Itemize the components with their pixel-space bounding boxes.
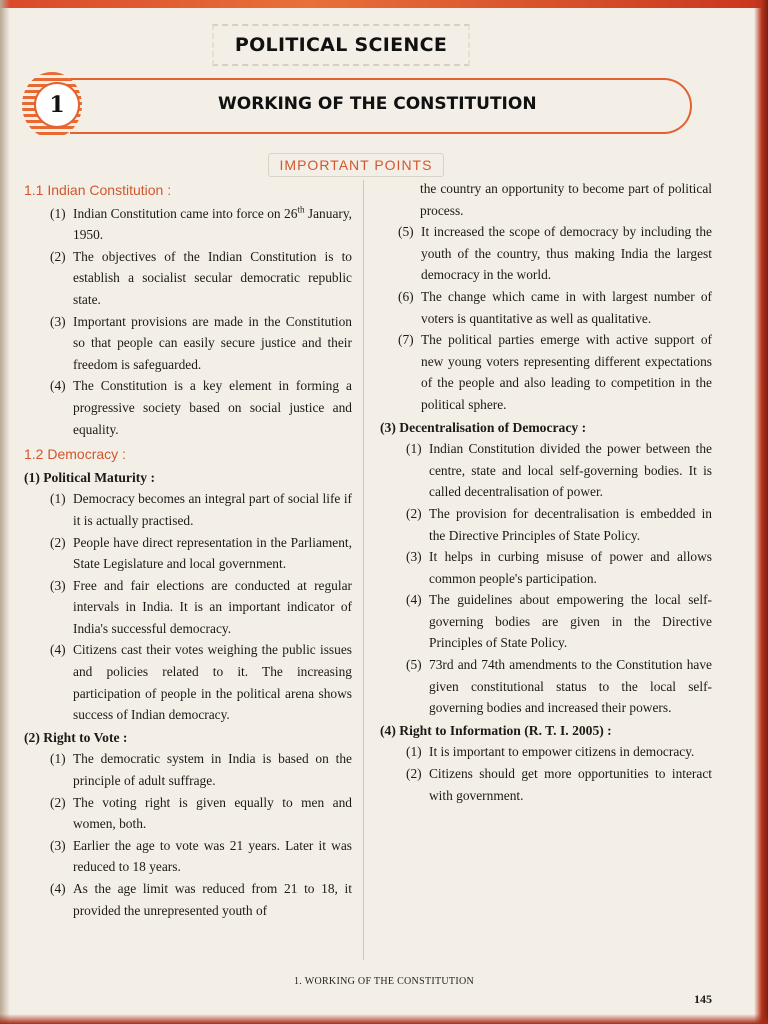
item-number: (5) (398, 224, 414, 240)
page-right-edge (754, 0, 768, 1024)
list-item (24, 311, 352, 376)
section-heading-democracy: 1.2 Democracy : (24, 446, 126, 463)
item-text: The provision for decentralisation is embedded in the Directive Principles of State Policy. (429, 505, 712, 543)
list-item (380, 221, 712, 286)
list-item (380, 438, 712, 503)
list-item (380, 503, 712, 546)
chapter-number-badge (34, 82, 80, 128)
item-text: Free and fair elections are conducted at regular intervals in India. It is an important indicator of India's successful democracy. (73, 577, 352, 636)
list-item (24, 375, 352, 440)
page-left-shadow (0, 0, 10, 1024)
item-number: (1) (406, 441, 422, 457)
list-item (380, 654, 712, 719)
item-number: (1) (50, 491, 66, 507)
right-column (380, 178, 712, 806)
list-item (24, 532, 352, 575)
left-column (24, 178, 352, 921)
item-number: (4) (406, 592, 422, 608)
page-bottom-edge (0, 1014, 768, 1024)
subject-header (212, 24, 470, 66)
item-number: (3) (406, 549, 422, 565)
item-text: The guidelines about empowering the local self-governing bodies are given in the Directive Principles of State Policy. (429, 592, 712, 651)
subheading-right-to-vote: (2) Right to Vote : (24, 729, 128, 745)
list-item (380, 329, 712, 415)
item-number: (3) (50, 837, 66, 853)
item-number: (3) (50, 577, 66, 593)
list-item (24, 792, 352, 835)
item-text: The voting right is given equally to men and women, both. (73, 794, 352, 832)
list-item (380, 763, 712, 806)
subheading-political-maturity: (1) Political Maturity : (24, 469, 155, 485)
subheading-right-to-information: (4) Right to Information (R. T. I. 2005) : (380, 722, 612, 738)
item-text: The political parties emerge with active support of new young voters representing different expectations of the people and also leading to competition in the political sphere. (421, 332, 712, 412)
item-number: (2) (50, 794, 66, 810)
item-number: (2) (50, 248, 66, 264)
item-number: (3) (50, 313, 66, 329)
item-number: (5) (406, 657, 422, 673)
subheading-decentralisation: (3) Decentralisation of Democracy : (380, 419, 587, 435)
list-item (24, 203, 352, 246)
list-item (24, 575, 352, 640)
item-text: Indian Constitution came into force on 26th January, 1950. (73, 204, 353, 243)
page-top-band (0, 0, 768, 8)
list-item (380, 741, 712, 763)
item-number: (2) (406, 766, 422, 782)
item-text: Citizens cast their votes weighing the public issues and policies related to it. The increasing participation of people in the political arena shows success of Indian democracy. (73, 642, 352, 723)
page-number: 145 (694, 992, 712, 1006)
item-number: (4) (50, 881, 66, 896)
item-number: (7) (398, 332, 414, 348)
item-text: Indian Constitution divided the power between the centre, state and local self-governing bodies. It is called decentralisation of power. (429, 441, 712, 500)
item-text: Important provisions are made in the Constitution so that people can easily secure justice and their freedom is safeguarded. (73, 313, 352, 372)
item-text: The objectives of the Indian Constitution is to establish a socialist secular democratic republic state. (73, 248, 352, 307)
footer-chapter-title: 1. WORKING OF THE CONSTITUTION (293, 976, 474, 987)
list-item (24, 639, 352, 725)
list-item (380, 589, 712, 654)
item-number: (2) (50, 534, 66, 550)
item-number: (6) (398, 288, 414, 304)
list-item (24, 878, 352, 921)
item-number: (1) (50, 751, 66, 767)
item-number: (1) (406, 744, 422, 760)
item-number: (2) (406, 505, 422, 521)
list-item (24, 835, 352, 878)
item-text: It is important to empower citizens in democracy. (429, 744, 695, 760)
chapter-number: 1 (49, 92, 65, 118)
item-number: (4) (50, 378, 66, 394)
list-item (380, 546, 712, 589)
item-text: The democratic system in India is based on the principle of adult suffrage. (73, 751, 352, 789)
section-heading-constitution: 1.1 Indian Constitution : (24, 182, 172, 198)
chapter-title: WORKING OF THE CONSTITUTION (218, 94, 537, 114)
item-text: The change which came in with largest number of voters is quantitative as well as qualitative. (421, 288, 712, 326)
column-divider (363, 180, 364, 960)
list-item (24, 488, 352, 531)
item-number: (1) (50, 205, 66, 221)
continued-text: the country an opportunity to become part of political process. (420, 181, 712, 218)
item-text: 73rd and 74th amendments to the Constitution have given constitutional status to the local self-governing bodies and increased their powers. (429, 657, 712, 716)
important-points-label: IMPORTANT POINTS (268, 153, 444, 177)
item-text: It increased the scope of democracy by including the youth of the country, thus making India the largest democracy in the world. (421, 224, 712, 283)
subject-title: POLITICAL SCIENCE (234, 34, 448, 56)
item-text: As the age limit was reduced from 21 to 18, it provided the unrepresented youth of (73, 881, 352, 918)
item-text: Earlier the age to vote was 21 years. Later it was reduced to 18 years. (73, 837, 352, 875)
item-text: The Constitution is a key element in forming a progressive society based on social justice and equality. (73, 378, 352, 437)
item-text: It helps in curbing misuse of power and allows common people's participation. (429, 549, 712, 586)
item-text: Democracy becomes an integral part of social life if it is actually practised. (73, 491, 352, 528)
list-item (24, 748, 352, 791)
item-text: Citizens should get more opportunities to interact with government. (429, 766, 712, 803)
item-number: (4) (50, 642, 66, 658)
list-item (380, 286, 712, 329)
item-text: People have direct representation in the Parliament, State Legislature and local government. (73, 534, 352, 572)
list-item (24, 246, 352, 311)
